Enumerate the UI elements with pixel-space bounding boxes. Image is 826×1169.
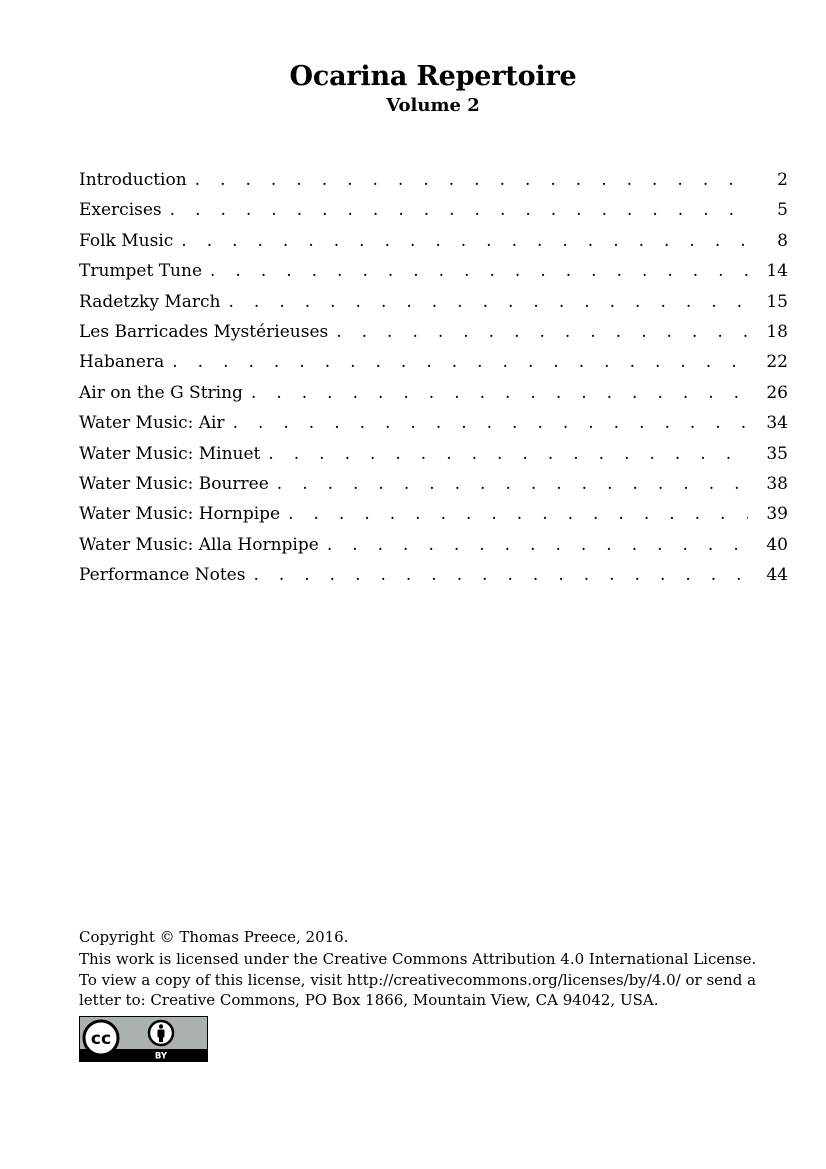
toc-entry[interactable] xyxy=(79,256,788,286)
toc-dot-leader xyxy=(195,165,748,195)
copyright-notice xyxy=(79,928,789,1011)
toc-entry[interactable] xyxy=(79,499,788,529)
page-title: Ocarina Repertoire xyxy=(289,61,577,92)
page-subtitle: Volume 2 xyxy=(386,95,480,116)
toc-entry-title: Water Music: Bourree xyxy=(79,473,269,494)
toc-dot-leader xyxy=(288,499,748,529)
toc-entry[interactable] xyxy=(79,408,788,438)
toc-entry[interactable] xyxy=(79,378,788,408)
toc-dot-leader xyxy=(277,469,748,499)
toc-entry-page: 22 xyxy=(766,352,788,373)
cc-by-license-icon[interactable] xyxy=(79,1016,208,1062)
toc-dot-leader xyxy=(251,378,748,408)
toc-entry[interactable] xyxy=(79,165,788,195)
by-text: BY xyxy=(154,1051,168,1062)
toc-entry-page: 2 xyxy=(777,170,788,190)
toc-dot-leader xyxy=(210,256,748,286)
toc-entry-page: 26 xyxy=(766,382,788,403)
cc-by-badge-graphic xyxy=(79,1016,208,1062)
toc-entry-title: Water Music: Air xyxy=(79,413,225,434)
license-line: letter to: Creative Commons, PO Box 1866, Mountain View, CA 94042, USA. xyxy=(79,991,659,1009)
toc-entry-page: 40 xyxy=(766,534,788,555)
toc-entry-title: Exercises xyxy=(79,200,162,221)
toc-entry-page: 15 xyxy=(766,291,788,312)
toc-entry-page: 5 xyxy=(777,200,788,221)
toc-entry-title: Radetzky March xyxy=(79,291,221,312)
toc-entry[interactable] xyxy=(79,530,788,560)
toc-dot-leader xyxy=(233,408,748,438)
license-line: This work is licensed under the Creative Commons Attribution 4.0 International License. xyxy=(79,950,757,968)
toc-entry-page: 8 xyxy=(777,230,788,251)
toc-entry-title: Air on the G String xyxy=(79,382,243,403)
copyright-line: Copyright © Thomas Preece, 2016. xyxy=(79,928,349,946)
toc-entry-page: 14 xyxy=(766,261,788,282)
toc-dot-leader xyxy=(229,287,748,317)
toc-entry-page: 38 xyxy=(766,473,788,494)
table-of-contents xyxy=(79,165,788,590)
toc-entry-page: 35 xyxy=(766,443,788,464)
toc-entry-title: Water Music: Alla Hornpipe xyxy=(79,534,319,555)
toc-entry-title: Habanera xyxy=(79,352,165,373)
toc-entry[interactable] xyxy=(79,560,788,590)
toc-entry[interactable] xyxy=(79,287,788,317)
toc-entry-page: 44 xyxy=(766,565,788,586)
toc-entry-title: Performance Notes xyxy=(79,565,246,586)
cc-text: cc xyxy=(90,1029,112,1049)
toc-entry-title: Introduction xyxy=(79,170,187,190)
toc-dot-leader xyxy=(181,226,748,256)
toc-entry-page: 39 xyxy=(766,504,788,525)
toc-dot-leader xyxy=(268,439,748,469)
toc-entry[interactable] xyxy=(79,226,788,256)
toc-entry[interactable] xyxy=(79,317,788,347)
toc-entry[interactable] xyxy=(79,469,788,499)
license-line: To view a copy of this license, visit http://creativecommons.org/licenses/by/4.0/ or send a xyxy=(79,970,757,989)
toc-entry[interactable] xyxy=(79,439,788,469)
toc-dot-leader xyxy=(336,317,748,347)
toc-dot-leader xyxy=(170,195,748,225)
toc-entry-title: Water Music: Minuet xyxy=(79,443,261,464)
toc-dot-leader xyxy=(327,530,748,560)
toc-entry-page: 34 xyxy=(766,413,788,434)
toc-entry-page: 18 xyxy=(766,321,788,342)
toc-entry[interactable] xyxy=(79,195,788,225)
toc-dot-leader xyxy=(253,560,748,590)
toc-entry-title: Trumpet Tune xyxy=(79,261,203,282)
toc-entry-title: Water Music: Hornpipe xyxy=(79,504,281,525)
toc-entry-title: Folk Music xyxy=(79,230,174,251)
toc-dot-leader xyxy=(172,347,748,377)
toc-entry-title: Les Barricades Mystérieuses xyxy=(79,321,329,342)
toc-entry[interactable] xyxy=(79,347,788,377)
